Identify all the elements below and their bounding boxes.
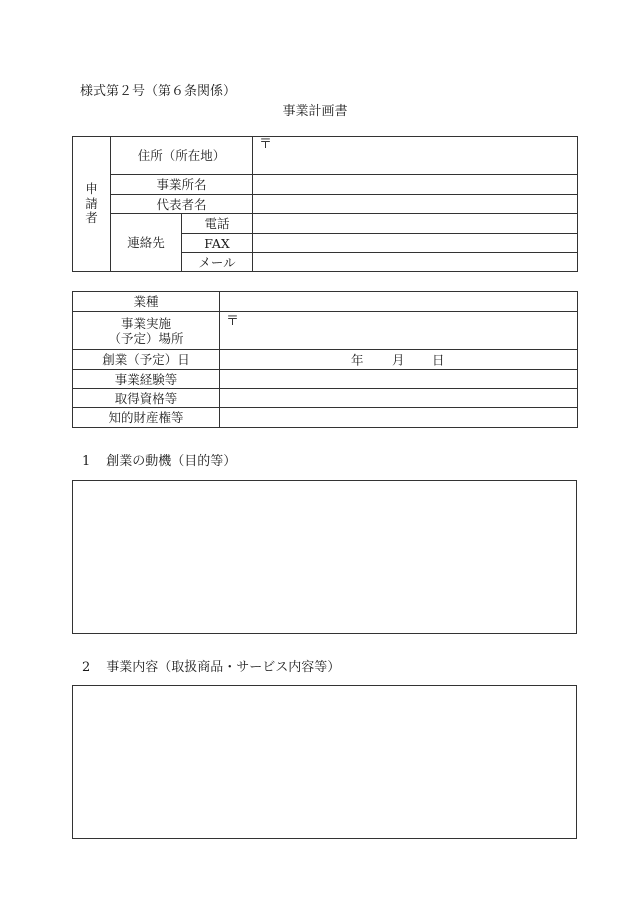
contact-label: 連絡先 — [111, 214, 182, 272]
address-field[interactable] — [253, 137, 578, 175]
mail-label: メール — [182, 253, 253, 272]
representative-label: 代表者名 — [111, 195, 253, 214]
section-2-heading: 2 事業内容（取扱商品・サービス内容等） — [82, 660, 341, 675]
experience-field[interactable] — [220, 370, 578, 389]
fax-field[interactable] — [253, 234, 578, 253]
address-label: 住所（所在地） — [111, 137, 253, 175]
business-name-label: 事業所名 — [111, 175, 253, 195]
postal-mark-icon: 〒 — [259, 137, 273, 152]
experience-label: 事業経験等 — [73, 370, 220, 389]
business-name-field[interactable] — [253, 175, 578, 195]
year-unit: 年 — [351, 352, 364, 367]
month-unit: 月 — [392, 352, 405, 367]
qualifications-label: 取得資格等 — [73, 389, 220, 408]
section-1-heading: 1 創業の動機（目的等） — [82, 454, 237, 469]
industry-label: 業種 — [73, 292, 220, 312]
representative-field[interactable] — [253, 195, 578, 214]
industry-field[interactable] — [220, 292, 578, 312]
phone-field[interactable] — [253, 214, 578, 234]
ip-label: 知的財産権等 — [73, 408, 220, 428]
applicant-table — [72, 136, 578, 272]
mail-field[interactable] — [253, 253, 578, 272]
form-code: 様式第２号（第６条関係） — [80, 84, 237, 99]
start-date-label: 創業（予定）日 — [73, 350, 220, 370]
business-table — [72, 291, 578, 428]
start-date-field[interactable] — [220, 350, 578, 370]
business-content-textbox[interactable] — [72, 685, 577, 839]
day-unit: 日 — [432, 352, 445, 367]
phone-label: 電話 — [182, 214, 253, 234]
location-label: 事業実施 （予定）場所 — [73, 312, 220, 350]
location-field[interactable] — [220, 312, 578, 350]
fax-label: FAX — [182, 234, 253, 253]
postal-mark-icon: 〒 — [226, 314, 240, 329]
document-title: 事業計画書 — [282, 104, 348, 119]
ip-field[interactable] — [220, 408, 578, 428]
applicant-group-label: 申 請 者 — [73, 137, 111, 272]
qualifications-field[interactable] — [220, 389, 578, 408]
motivation-textbox[interactable] — [72, 480, 577, 634]
